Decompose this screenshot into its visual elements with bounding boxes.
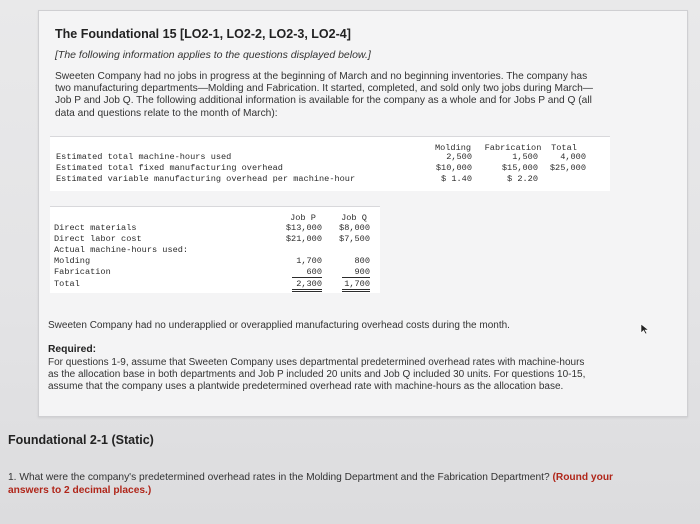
row-label-fixed-overhead: Estimated total fixed manufacturing overhead: [56, 163, 283, 173]
cell-total-hours: 4,000: [560, 152, 586, 162]
column-header-job-p: Job P: [290, 213, 316, 223]
cell-job-p-fabrication: 600: [292, 267, 322, 278]
required-line: For questions 1-9, assume that Sweeten Company uses departmental predetermined overhead rates with machine-hours: [48, 357, 585, 368]
overhead-note: Sweeten Company had no underapplied or overapplied manufacturing overhead costs during the month.: [48, 320, 510, 331]
required-label: Required:: [48, 344, 97, 355]
row-label-direct-labor: Direct labor cost: [54, 234, 142, 244]
row-label-machine-hours: Estimated total machine-hours used: [56, 152, 232, 162]
intro-line: Job P and Job Q. The following additional information is available for the company as a whole and for Jobs P and Q (all: [55, 95, 592, 107]
row-label-actual-hours: Actual machine-hours used:: [54, 245, 189, 255]
intro-line: two manufacturing departments—Molding and Fabrication. It started, completed, and sold only two jobs during March—: [55, 83, 593, 95]
cell-total-fixed: $25,000: [549, 163, 586, 173]
cell-molding-fixed: $10,000: [435, 163, 472, 173]
problem-subtitle: [The following information applies to the questions displayed below.]: [55, 49, 371, 61]
row-label-variable-rate: Estimated variable manufacturing overhead per machine-hour: [56, 174, 356, 184]
column-header-fabrication: Fabrication: [484, 143, 542, 153]
cell-job-p-total: 2,300: [292, 279, 322, 292]
job-cost-table: [50, 206, 380, 293]
cell-fabrication-fixed: $15,000: [501, 163, 538, 173]
row-label-direct-materials: Direct materials: [54, 223, 137, 233]
mouse-cursor-icon: [640, 323, 650, 335]
required-line: assume that the company uses a plantwide predetermined overhead rate with machine-hours as the allocation base.: [48, 381, 564, 392]
cell-job-q-molding: 800: [354, 256, 370, 266]
column-header-job-q: Job Q: [341, 213, 367, 223]
cell-job-q-materials: $8,000: [339, 223, 370, 233]
cell-molding-hours: 2,500: [446, 152, 472, 162]
question-1: [8, 472, 693, 497]
question-text: 1. What were the company's predetermined overhead rates in the Molding Department and the Fabrication Department?: [8, 472, 550, 483]
cell-job-q-total: 1,700: [342, 279, 370, 292]
cell-job-q-fabrication: 900: [342, 267, 370, 278]
intro-paragraph: [55, 71, 665, 120]
intro-line: Sweeten Company had no jobs in progress at the beginning of March and no beginning inventories. The company has: [55, 71, 588, 82]
cell-fabrication-variable: $ 2.20: [507, 174, 538, 184]
rounding-hint: (Round your: [552, 472, 614, 483]
row-label-molding: Molding: [54, 256, 91, 266]
cell-job-p-materials: $13,000: [285, 223, 322, 233]
cell-job-p-molding: 1,700: [296, 256, 322, 266]
row-label-fabrication: Fabrication: [54, 267, 111, 277]
required-text: [48, 357, 658, 393]
cell-fabrication-hours: 1,500: [512, 152, 538, 162]
rounding-hint-continued: answers to 2 decimal places.): [8, 484, 152, 496]
required-line: as the allocation base in both departments and Job P included 20 units and Job Q included 30 units. For questions 10-15,: [48, 369, 586, 380]
problem-title: The Foundational 15 [LO2-1, LO2-2, LO2-3, LO2-4]: [55, 27, 351, 41]
row-label-total: Total: [54, 279, 80, 289]
cell-job-p-labor: $21,000: [285, 234, 322, 244]
cell-molding-variable: $ 1.40: [441, 174, 472, 184]
column-header-molding: Molding: [434, 143, 472, 153]
column-header-total: Total: [551, 143, 577, 153]
intro-line: data and questions relate to the month of March):: [55, 107, 278, 119]
foundational-heading: Foundational 2-1 (Static): [8, 433, 154, 447]
department-overhead-table: [50, 136, 610, 191]
cell-job-q-labor: $7,500: [339, 234, 370, 244]
